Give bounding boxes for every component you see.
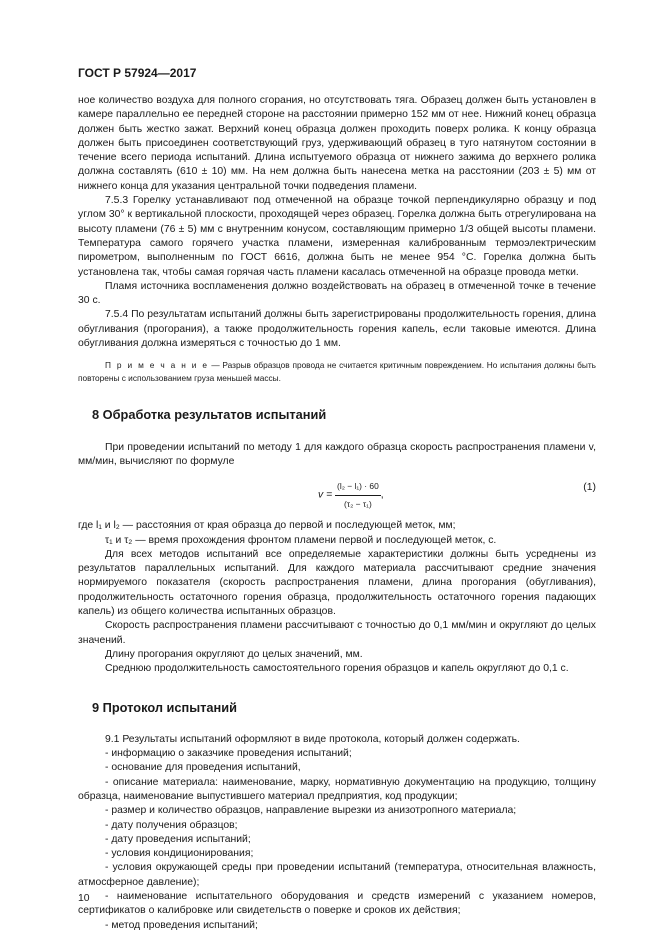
list-item: - метод проведения испытаний; [105,919,258,931]
paragraph-duration-rounding: Среднюю продолжительность самостоятельного горения образцов и капель округляют до 0,1 с. [105,663,569,675]
page-number: 10 [78,893,90,904]
note-label: П р и м е ч а н и е [105,360,209,371]
list-item: - размер и количество образцов, направление вырезки из анизотропного материала; [105,805,517,817]
section-9-title: 9 Протокол испытаний [92,699,238,715]
list-item: - описание материала: наименование, марку, нормативную документацию на продукцию, толщину образца, наименование выпустившего материал предприятия, код продукции; [78,776,596,802]
protocol-list [78,747,596,933]
paragraph-speed-rounding: Скорость распространения пламени рассчитывают с точностью до 0,1 мм/мин и округляют до целых значений. [78,620,596,646]
formula-fraction [335,479,381,511]
formula-number: (1) [583,482,596,494]
paragraph-averaging: Для всех методов испытаний все определяемые характеристики должны быть усреднены из результатов параллельных испытаний. Для каждого материала рассчитывают средние значения нормируемого показателя (скорость распространения пламени, длина прогорания (обугливания), продолжительность остаточного горения образца, продолжительность остаточного горения падающих капель) из общего количества испытанных образцов. [78,548,596,618]
paragraph-continuation: ное количество воздуха для полного сгорания, но отсутствовать тяга. Образец должен быть установлен в камере параллельно ее передней стороне на расстоянии примерно 152 мм от нее. Нижний конец образца должен быть жестко зажат. Верхний конец образца должен проходить поверх ролика. К концу образца должен быть присоединен соответствующий груз, удерживающий образец в туго натянутом состоянии в течение всего периода испытаний. Длина испытуемого образца от нижнего зажима до верхнего ролика должна составлять (610 ± 10) мм. На нем должна быть нанесена метка на расстоянии (203 ± 5) мм от нижнего конца для указания центральной точки подведения пламени. [78,95,596,192]
list-item: - наименование испытательного оборудования и средств измерений с указанием номеров, сертификатов о калибровке или свидетельств о поверке и сроков их действия; [78,891,596,917]
list-item: - дату получения образцов; [105,819,238,831]
section-8-title: 8 Обработка результатов испытаний [92,407,327,423]
formula-numerator: (l₂ − l₁) · 60 [335,479,381,495]
list-item: - дату проведения испытаний; [105,833,251,845]
document-header: ГОСТ Р 57924—2017 [78,66,197,80]
formula-where-2: τ₁ и τ₂ — время прохождения фронтом пламени первой и последующей меток, с. [105,534,497,546]
formula-expression [318,479,384,511]
paragraph-flame-exposure: Пламя источника воспламенения должно воздействовать на образец в отмеченной точке в течение 30 с. [78,280,596,307]
paragraph-7-5-4: 7.5.4 По результатам испытаний должны быть зарегистрированы продолжительность горения, длина обугливания (прогорания), а также продолжительность горения капель, если таковые имеются. Длина обугливания должна измеряться с точностью до 1 мм. [78,309,596,350]
formula-tail: , [380,489,384,501]
section-9-intro: 9.1 Результаты испытаний оформляют в виде протокола, который должен содержать. [105,733,520,745]
section-8-intro: При проведении испытаний по методу 1 для каждого образца скорость распространения пламени v, мм/мин, вычисляют по формуле [78,441,596,467]
formula-lhs: v = [318,489,333,501]
list-item: - условия кондиционирования; [105,848,254,860]
paragraph-length-rounding: Длину прогорания округляют до целых значений, мм. [105,648,363,660]
note [78,359,596,384]
list-item: - условия окружающей среды при проведении испытаний (температура, относительная влажность, атмосферное давление); [78,862,596,888]
formula-denominator: (τ₂ − τ₁) [343,498,372,509]
list-item: - информацию о заказчике проведения испытаний; [105,748,352,760]
formula-where-1: где l₁ и l₂ — расстояния от края образца до первой и последующей меток, мм; [78,520,456,532]
note-text: — Разрыв образцов провода не считается критичным повреждением. Но испытания должны быть повторены с использованием груза меньшей массы. [78,360,596,383]
page-content [78,94,596,933]
paragraph-7-5-3: 7.5.3 Горелку устанавливают под отмеченной на образце точкой перпендикулярно образцу и под углом 30° к вертикальной плоскости, проходящей через образец. Горелка должна быть отрегулирована на высоту пламени (76 ± 5) мм с внутренним конусом, составляющим примерно 1/3 общей высоты пламени. Температура самого горячего участка пламени, измеренная калиброванным термоэлектрическим пирометром, выполненным по ГОСТ 6616, должна быть не менее 954 °С. Горелка должна быть установлена так, чтобы самая горячая часть пламени касалась отмеченной на образце провода метки. [78,195,596,278]
formula-1 [78,475,596,519]
list-item: - основание для проведения испытаний, [105,762,301,774]
